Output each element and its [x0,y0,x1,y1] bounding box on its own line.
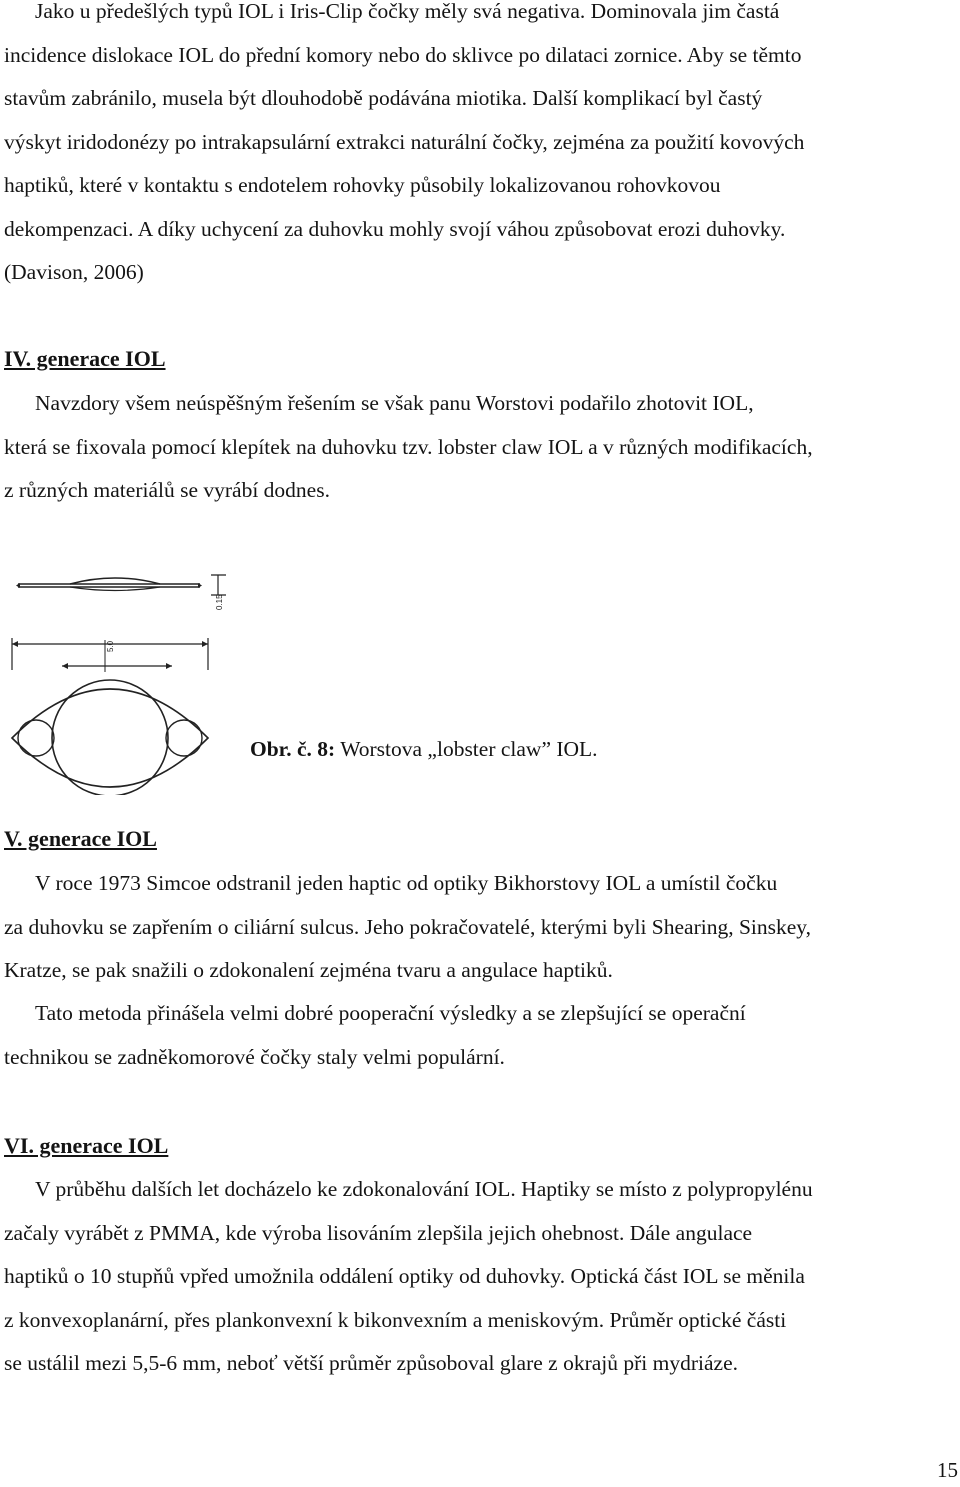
text-line: Navzdory všem neúspěšným řešením se však panu Worstovi podařilo zhotovit IOL, [35,391,754,415]
caption-text: Worstova „lobster claw” IOL. [335,737,598,761]
section-heading-vi: VI. generace IOL [4,1133,169,1158]
text-line: se ustálil mezi 5,5-6 mm, neboť větší průměr způsoboval glare z okrajů při mydriáze. [4,1351,739,1375]
text-line: za duhovku se zapřením o ciliární sulcus. Jeho pokračovatelé, kterými byli Shearing, Sinskey, [4,914,812,939]
text-line: která se fixovala pomocí klepítek na duhovku tzv. lobster claw IOL a v různých modifikacích, [4,434,813,459]
lobster-claw-iol-figure [0,570,245,795]
text-line: Tato metoda přinášela velmi dobré pooperační výsledky a se zlepšující se operační [35,1001,746,1025]
text-line: Jako u předešlých typů IOL i Iris-Clip čočky měly svá negativa. Dominovala jim častá [35,0,780,23]
section5-paragraph-1 [4,862,958,993]
text-line: (Davison, 2006) [4,260,144,284]
text-line: technikou se zadněkomorové čočky staly velmi populární. [4,1044,505,1069]
text-line: haptiků, které v kontaktu s endotelem rohovky působily lokalizovanou rohovkovou [4,173,721,197]
text-line: incidence dislokace IOL do přední komory nebo do sklivce po dilataci zornice. Aby se těmto [4,42,802,67]
text-line: výskyt iridodonézy po intrakapsulární extrakci naturální čočky, zejména za použití kovových [4,129,805,154]
dimension-label: 5.0 [106,640,115,652]
text-line: V roce 1973 Simcoe odstranil jeden haptic od optiky Bikhorstovy IOL a umístil čočku [35,871,778,895]
section6-paragraph [4,1168,958,1386]
text-line: dekompenzaci. A díky uchycení za duhovku mohly svojí váhou způsobovat erozi duhovky. [4,216,786,241]
text-line: V průběhu dalších let docházelo ke zdokonalování IOL. Haptiky se místo z polypropylénu [35,1177,813,1201]
section4-paragraph [4,382,958,513]
section-heading-v: V. generace IOL [4,826,157,851]
text-line: stavům zabránilo, musela být dlouhodobě podávána miotika. Další komplikací byl častý [4,86,763,110]
text-line: Kratze, se pak snažili o zdokonalení zejména tvaru a angulace haptiků. [4,958,613,982]
section-heading-iv: IV. generace IOL [4,346,166,371]
section5-paragraph-2 [4,992,958,1079]
text-line: z konvexoplanární, přes plankonvexní k bikonvexním a meniskovým. Průměr optické části [4,1307,787,1332]
caption-label: Obr. č. 8: [250,737,336,761]
text-line: z různých materiálů se vyrábí dodnes. [4,478,330,502]
page-number: 15 [937,1458,958,1482]
figure-caption [250,737,598,762]
dimension-label: 0.15 [215,594,224,610]
text-line: haptiků o 10 stupňů vpřed umožnila oddálení optiky od duhovky. Optická část IOL se měnila [4,1264,805,1288]
text-line: začaly vyrábět z PMMA, kde výroba lisováním zlepšila jejich ohebnost. Dále angulace [4,1220,753,1245]
intro-paragraph [4,0,958,295]
